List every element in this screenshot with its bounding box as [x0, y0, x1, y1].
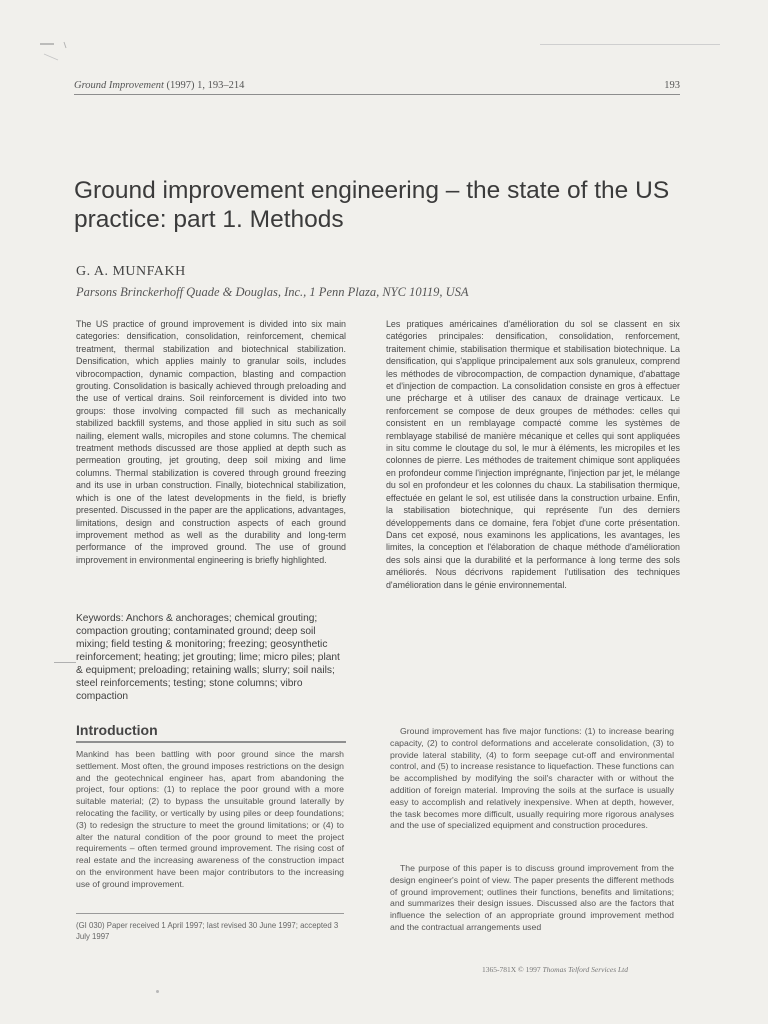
intro-paragraph-left: Mankind has been battling with poor ground since the marsh settlement. Most often, the ground imposes restrictions on the design and the geotechnical engineer has, apart from abandoning the project, four options: (1) to replace the poor ground with a more suitable material; (2) to bypass the unsuitable ground laterally by relocating the facility, or vertically by using piles or deep foundations; (3) to redesign the structure to meet the ground limitations; or (4) to alter the natural condition of the poor ground to meet the project requirements – often termed ground improvement. The rising cost of real estate and the increasing awareness of the construction impact on the environment have been major contributors to the increasing use of ground improvement. — [76, 749, 344, 889]
scan-speck — [156, 990, 159, 993]
author-name: G. A. MUNFAKH — [76, 264, 186, 279]
author-affiliation: Parsons Brinckerhoff Quade & Douglas, Inc., 1 Penn Plaza, NYC 10119, USA — [76, 285, 469, 299]
intro-paragraph-right-1: Ground improvement has five major functions: (1) to increase bearing capacity, (2) to control deformations and accelerate consolidation, (3) to provide lateral stability, (4) to form seepage cut-off and environmental control, and (5) to increase resistance to liquefaction. These functions can be accomplished by modifying the soil's character with or without the addition of foreign material. Improving the soils at the surface is usually easy to accomplish and relatively inexpensive. When at depth, however, the task becomes more difficult, usually requiring more rigorous analyses and the use of specialized equipment and construction procedures. — [390, 726, 674, 831]
journal-citation — [74, 80, 244, 91]
abstract-french: Les pratiques américaines d'amélioration du sol se classent en six catégories principales: densification, consolidation, renforcement, traitement chimie, stabilisation thermique et stabilisation biotechnique. La densification, qui s'applique principalement aux sols granuleux, comprend les méthodes de vibrocompaction, de compaction dynamique, d'abattage et d'injection de compaction. La consolidation consiste en gros à effectuer une précharge et à utiliser des canaux de drainage verticaux. Le renforcement se compose de deux groupes de méthodes: celles qui consistent en un remblayage compacté comme les systèmes de remblayage stabilisé de manière mécanique et celles qui sont appliquées in situ comme le cloutage du sol, le mur à éléments, les micropiles et les colonnes de pierre. Les méthodes de traitement chimique sont appliquées en profondeur comme l'injection imprégnante, l'injection par jet, le mélange du sol en profondeur et les colonnes du chaux. La stabilisation thermique, effectuée en gelant le sol, est utilisée dans la construction urbaine. Enfin, la stabilisation biotechnique, qui représente l'un des derniers développements dans ce domaine, fera l'objet d'une corte présentation. Dans cet exposé, nous examinons les applications, les avantages, les limites, la conception et l'élaboration de chaque méthode d'amélioration des sols ainsi que la durabilité et la performance à long terme des sols améliorés. Nous décrivons rapidement l'utilisation des techniques d'amélioration dans le génie environnemental. — [386, 319, 680, 590]
citation-volume: (1997) 1, 193–214 — [166, 80, 245, 91]
section-heading-introduction: Introduction — [76, 722, 346, 743]
margin-mark — [54, 662, 76, 663]
journal-name: Ground Improvement — [74, 80, 164, 91]
running-head — [74, 80, 680, 95]
keywords: Keywords: Anchors & anchorages; chemical grouting; compaction grouting; contaminated ground; deep soil mixing; field testing & monitoring; freezing; geosynthetic reinforcement; heating; jet grouting; lime; micro piles; plant & equipment; preloading; retaining walls; slurry; soil nails; steel reinforcements; testing; stone columns; vibro compaction — [76, 613, 340, 702]
intro-paragraph-right-2: The purpose of this paper is to discuss ground improvement from the design engineer's point of view. The paper presents the different methods of ground improvement; outlines their functions, benefits and limitations; and summarizes their design issues. Discussed also are the factors that influence the selection of an appropriate ground improvement method and the contractual arrangements used — [390, 863, 674, 932]
publisher-name: Thomas Telford Services Ltd — [542, 965, 628, 974]
scan-artifact-line — [540, 44, 720, 45]
abstract-english: The US practice of ground improvement is divided into six main categories: densification, consolidation, reinforcement, chemical treatment, thermal stabilization and biotechnical stabilization. Densification, which applies mainly to granular soils, includes vibrocompaction, dynamic compaction, blasting and compaction grouting. Consolidation is basically achieved through preloading and the use of vertical drains. Soil reinforcement is divided into two groups: those involving compacted fill such as mechanically stabilized backfill systems, and those applied in situ such as soil nailing, element walls, micropiles and stone columns. The chemical treatment methods discussed are those applied at depth such as permeation grouting, jet grouting, deep soil mixing and lime columns. Thermal stabilization is covered through ground freezing and its use in urban construction. Finally, biotechnical stabilization, which is one of the latest developments in the field, is briefly presented. Discussed in the paper are the applications, advantages, limitations, design and construction aspects of each ground improvement method as well as the durability and long-term performance of the improved ground. The use of ground improvement in environmental engineering is briefly highlighted. — [76, 319, 346, 565]
paper-received-footnote: (GI 030) Paper received 1 April 1997; last revised 30 June 1997; accepted 3 July 1997 — [76, 921, 339, 941]
page-number: 193 — [664, 80, 680, 91]
footnote-divider — [76, 913, 344, 914]
copyright-line — [482, 965, 628, 974]
issn-copyright: 1365-781X © 1997 — [482, 965, 541, 974]
article-title: Ground improvement engineering – the state of the US practice: part 1. Methods — [74, 177, 670, 233]
scan-speck-marks — [36, 38, 86, 68]
